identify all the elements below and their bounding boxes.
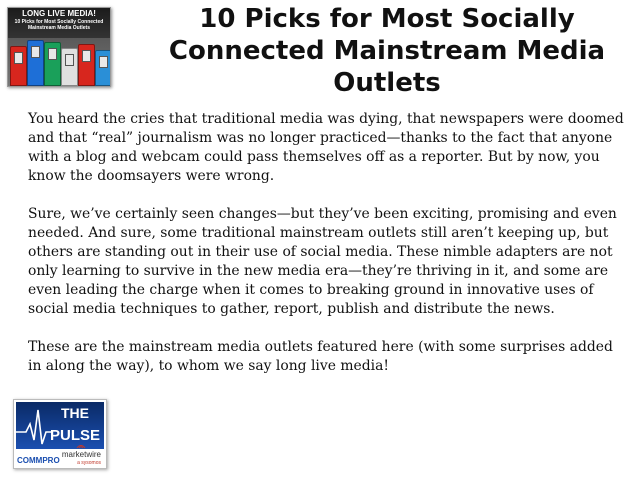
the-pulse-logo	[13, 399, 107, 469]
newspaper-box-window	[31, 46, 40, 58]
newspaper-box-window	[65, 54, 74, 66]
intro-text	[28, 110, 628, 395]
newspaper-box	[44, 42, 61, 86]
paragraph: You heard the cries that traditional media was dying, that newspapers were doomed and that “real” journalism was no longer practiced—thanks to the fact that anyone with a blog and webcam could pass themselves off as a reporter. But by now, you know the doomsayers were wrong.	[28, 111, 624, 184]
logo-line-the: THE	[61, 405, 89, 421]
newspaper-box	[78, 44, 95, 86]
newspaper-box-window	[48, 48, 57, 60]
newspaper-boxes-image	[7, 7, 111, 87]
thumbnail-caption-line2: 10 Picks for Most Socially Connected	[14, 19, 104, 25]
logo-banner	[16, 402, 104, 449]
newspaper-box-window	[82, 50, 91, 62]
sysomos-brand: a sysomos	[77, 460, 101, 466]
page-title	[140, 3, 634, 99]
paragraph: These are the mainstream media outlets featured here (with some surprises added in along the way), to whom we say long live media!	[28, 339, 613, 374]
logo-line-pulse: PULSE	[50, 427, 101, 444]
newspaper-box	[61, 48, 78, 86]
newspaper-box-row	[8, 36, 110, 86]
marketwire-brand: marketwire	[61, 450, 101, 459]
paragraph: Sure, we’ve certainly seen changes—but they’ve been exciting, promising and even needed. And sure, some traditional mainstream outlets still aren’t keeping up, but others are standing out in their use of social media. These nimble adapters are not only learning to survive in the new media era—they’re thriving in it, and some are even leading the charge when it comes to breaking ground in innovative uses of social media techniques to gather, report, publish and distribute the news.	[28, 206, 617, 317]
thumbnail-caption-line1: LONG LIVE MEDIA!	[22, 9, 96, 18]
thumbnail-caption	[8, 8, 110, 38]
newspaper-box	[10, 46, 27, 86]
newspaper-box	[95, 50, 111, 86]
newspaper-box-window	[14, 52, 23, 64]
newspaper-box	[27, 40, 44, 86]
title-line-3: Outlets	[333, 68, 441, 98]
signal-icon	[76, 443, 86, 449]
title-line-1: 10 Picks for Most Socially	[199, 4, 575, 34]
newspaper-box-window	[99, 56, 108, 68]
commpro-brand: COMMPRO	[17, 456, 60, 465]
thumbnail-caption-line3: Mainstream Media Outlets	[28, 25, 90, 31]
title-line-2: Connected Mainstream Media	[168, 36, 606, 66]
